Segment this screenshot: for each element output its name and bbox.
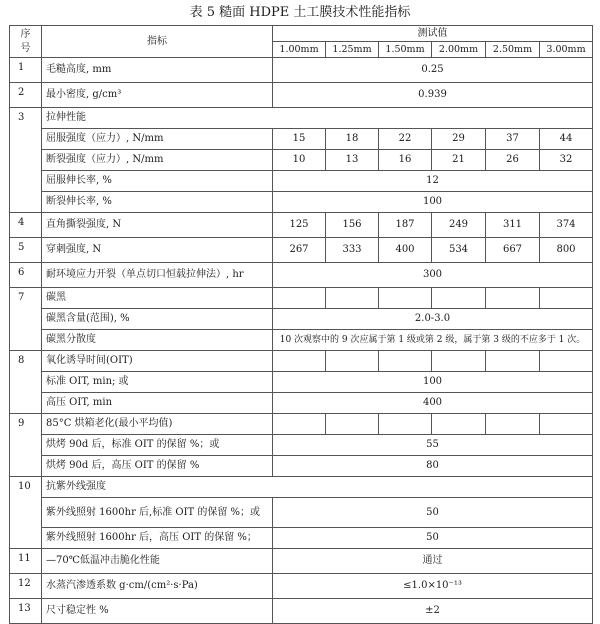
table-row <box>10 351 593 372</box>
value-cell: 29 <box>432 129 486 150</box>
empty-cell <box>379 351 432 372</box>
table-row <box>10 263 593 288</box>
empty-cell <box>273 288 326 309</box>
indicator-label: 碳黑 <box>42 288 273 309</box>
empty-cell <box>486 414 540 435</box>
merged-value-cell: 100 <box>273 372 593 393</box>
merged-value-cell: 2.0-3.0 <box>273 309 593 330</box>
thickness-header: 2.00mm <box>432 42 486 58</box>
empty-cell <box>432 351 486 372</box>
merged-value-cell: 100 <box>273 192 593 213</box>
row-number: 5 <box>10 238 42 263</box>
value-cell: 800 <box>540 238 593 263</box>
indicator-label: 85°C 烘箱老化(最小平均值) <box>42 414 273 435</box>
table-row <box>10 288 593 309</box>
indicator-label: 屈服伸长率, % <box>42 171 273 192</box>
row-number: 13 <box>10 599 42 624</box>
empty-cell <box>432 288 486 309</box>
spec-table <box>9 25 593 624</box>
indicator-label: 断裂强度（应力）, N/mm <box>42 150 273 171</box>
table-row <box>10 498 593 528</box>
merged-value-cell: 50 <box>273 528 593 549</box>
indicator-label: 断裂伸长率, % <box>42 192 273 213</box>
indicator-label: 紫外线照射 1600hr 后，高压 OIT 的保留 %； <box>42 528 273 549</box>
merged-value-cell: 300 <box>273 263 593 288</box>
indicator-label: 烘烤 90d 后，标准 OIT 的保留 %；或 <box>42 435 273 456</box>
empty-cell <box>379 414 432 435</box>
thickness-header: 1.50mm <box>379 42 432 58</box>
indicator-label: 耐环境应力开裂（单点切口恒载拉伸法）, hr <box>42 263 273 288</box>
header-no <box>10 26 42 58</box>
table-row <box>10 238 593 263</box>
table-title: 表 5 糙面 HDPE 土工膜技术性能指标 <box>189 5 411 20</box>
merged-value-cell: 400 <box>273 393 593 414</box>
indicator-label: 穿刺强度, N <box>42 238 273 263</box>
value-cell: 13 <box>326 150 379 171</box>
empty-cell <box>273 351 326 372</box>
value-cell: 26 <box>486 150 540 171</box>
table-row <box>10 456 593 477</box>
table-row <box>10 414 593 435</box>
value-cell: 15 <box>273 129 326 150</box>
merged-value-cell: 0.25 <box>273 58 593 83</box>
row-number: 2 <box>10 83 42 108</box>
empty-cell <box>326 351 379 372</box>
value-cell: 156 <box>326 213 379 238</box>
header-row <box>10 26 593 42</box>
table-row <box>10 435 593 456</box>
table-row <box>10 129 593 150</box>
value-cell: 333 <box>326 238 379 263</box>
indicator-label: 紫外线照射 1600hr 后,标准 OIT 的保留 %；或 <box>42 498 273 528</box>
table-row <box>10 171 593 192</box>
value-cell: 249 <box>432 213 486 238</box>
value-cell: 534 <box>432 238 486 263</box>
indicator-label: 抗紫外线强度 <box>42 477 593 498</box>
thickness-header: 1.00mm <box>273 42 326 58</box>
value-cell: 22 <box>379 129 432 150</box>
row-number: 8 <box>10 351 42 414</box>
merged-value-cell: 通过 <box>273 549 593 574</box>
indicator-label: 屈服强度（应力）, N/mm <box>42 129 273 150</box>
value-cell: 311 <box>486 213 540 238</box>
thickness-header: 3.00mm <box>540 42 593 58</box>
table-row <box>10 528 593 549</box>
value-cell: 10 <box>273 150 326 171</box>
value-cell: 267 <box>273 238 326 263</box>
empty-cell <box>540 288 593 309</box>
row-number: 11 <box>10 549 42 574</box>
merged-value-cell: ≤1.0×10⁻¹³ <box>273 574 593 599</box>
row-number: 9 <box>10 414 42 477</box>
merged-value-cell: 80 <box>273 456 593 477</box>
table-row <box>10 150 593 171</box>
value-cell: 37 <box>486 129 540 150</box>
empty-cell <box>486 351 540 372</box>
value-cell: 400 <box>379 238 432 263</box>
table-row <box>10 393 593 414</box>
header-test-value: 测试值 <box>273 26 593 42</box>
table-row <box>10 192 593 213</box>
merged-value-cell: ±2 <box>273 599 593 624</box>
header-no-text: 序号 <box>20 28 31 54</box>
table-row <box>10 83 593 108</box>
merged-value-cell: 55 <box>273 435 593 456</box>
indicator-label: 直角撕裂强度, N <box>42 213 273 238</box>
header-indicator: 指标 <box>42 26 273 58</box>
row-number: 7 <box>10 288 42 351</box>
value-cell: 125 <box>273 213 326 238</box>
indicator-label: 高压 OIT, min <box>42 393 273 414</box>
value-cell: 44 <box>540 129 593 150</box>
thickness-header: 2.50mm <box>486 42 540 58</box>
table-row <box>10 330 593 351</box>
merged-value-cell: 0.939 <box>273 83 593 108</box>
indicator-label: 标准 OIT, min; 或 <box>42 372 273 393</box>
value-cell: 667 <box>486 238 540 263</box>
table-row <box>10 477 593 498</box>
indicator-label: 水蒸汽渗透系数 g·cm/(cm²·s·Pa) <box>42 574 273 599</box>
value-cell: 16 <box>379 150 432 171</box>
row-number: 10 <box>10 477 42 549</box>
indicator-label: 碳黑含量(范围), % <box>42 309 273 330</box>
value-cell: 187 <box>379 213 432 238</box>
row-number: 4 <box>10 213 42 238</box>
value-cell: 21 <box>432 150 486 171</box>
empty-cell <box>540 351 593 372</box>
row-number: 3 <box>10 108 42 213</box>
empty-cell <box>486 288 540 309</box>
empty-cell <box>432 414 486 435</box>
row-number: 6 <box>10 263 42 288</box>
empty-cell <box>326 414 379 435</box>
merged-value-cell: 12 <box>273 171 593 192</box>
table-row <box>10 549 593 574</box>
indicator-label: 碳黑分散度 <box>42 330 273 351</box>
value-cell: 18 <box>326 129 379 150</box>
value-cell: 32 <box>540 150 593 171</box>
table-row <box>10 213 593 238</box>
indicator-label: 毛糙高度, mm <box>42 58 273 83</box>
indicator-label: 烘烤 90d 后，高压 OIT 的保留 % <box>42 456 273 477</box>
indicator-label: 拉伸性能 <box>42 108 593 129</box>
indicator-label: 最小密度, g/cm³ <box>42 83 273 108</box>
table-row <box>10 574 593 599</box>
indicator-label: —70℃低温冲击脆化性能 <box>42 549 273 574</box>
table-row <box>10 599 593 624</box>
table-row <box>10 108 593 129</box>
table-row <box>10 58 593 83</box>
thickness-header: 1.25mm <box>326 42 379 58</box>
empty-cell <box>379 288 432 309</box>
indicator-label: 尺寸稳定性 % <box>42 599 273 624</box>
row-number: 1 <box>10 58 42 83</box>
table-row <box>10 309 593 330</box>
indicator-label: 氧化诱导时间(OIT) <box>42 351 273 372</box>
empty-cell <box>326 288 379 309</box>
merged-value-cell: 10 次观察中的 9 次应属于第 1 级或第 2 级，属于第 3 级的不应多于 1 次。 <box>273 330 593 351</box>
table-row <box>10 372 593 393</box>
row-number: 12 <box>10 574 42 599</box>
empty-cell <box>540 414 593 435</box>
merged-value-cell: 50 <box>273 498 593 528</box>
empty-cell <box>273 414 326 435</box>
value-cell: 374 <box>540 213 593 238</box>
